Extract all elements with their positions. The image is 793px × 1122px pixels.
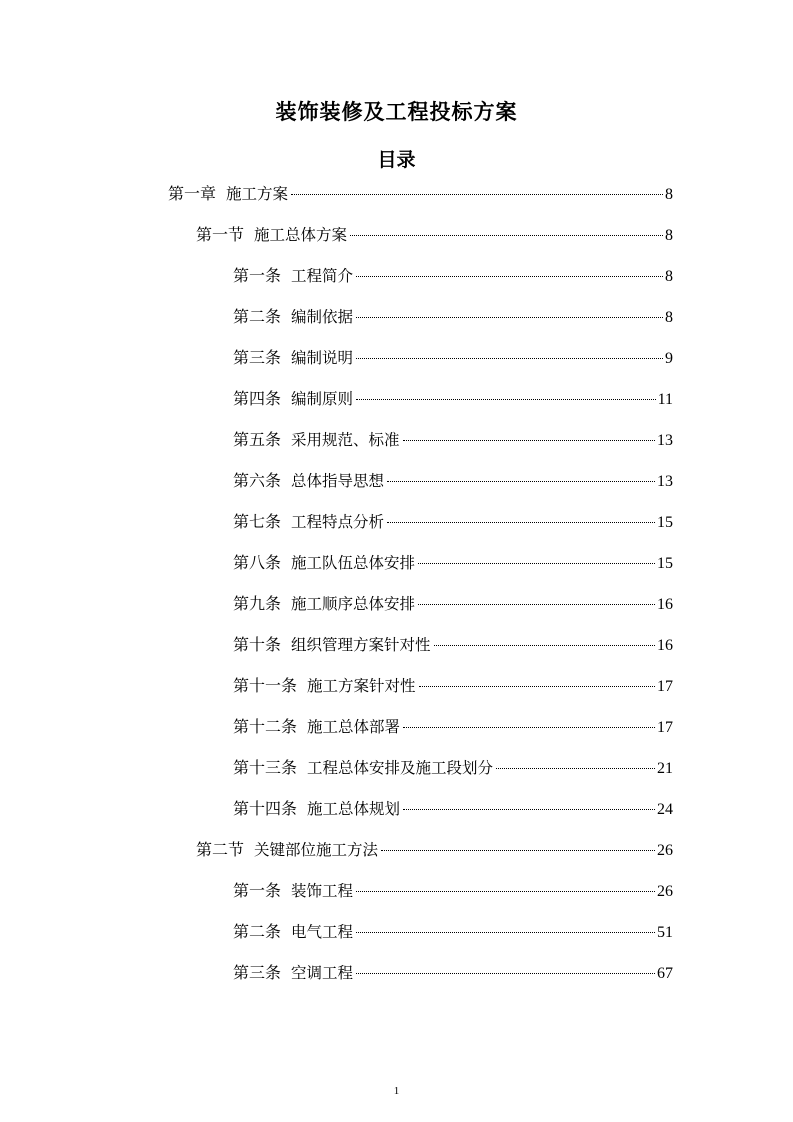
- toc-entry-page: 8: [665, 309, 673, 326]
- toc-entry-label: 装饰工程: [291, 882, 354, 900]
- toc-entry[interactable]: [233, 427, 673, 453]
- toc-entry-number: 第一章: [168, 184, 217, 203]
- toc-entry-label: 总体指导思想: [291, 472, 385, 490]
- toc-entry-page: 15: [657, 555, 673, 572]
- toc-leader-dots: [356, 891, 655, 892]
- toc-entry-number: 第十一条: [233, 676, 298, 695]
- toc-heading: 目录: [377, 149, 416, 171]
- toc-entry-number: 第十四条: [233, 799, 298, 818]
- toc-leader-dots: [356, 399, 656, 400]
- toc-entry-label: 工程总体安排及施工段划分: [307, 759, 494, 777]
- toc-entry-label: 施工队伍总体安排: [291, 554, 416, 572]
- toc-entry[interactable]: [233, 468, 673, 494]
- toc-entry[interactable]: [168, 181, 673, 207]
- toc-entry-label: 施工总体规划: [307, 800, 401, 818]
- toc-leader-dots: [356, 932, 655, 933]
- toc-leader-dots: [419, 686, 655, 687]
- toc-entry[interactable]: [233, 345, 673, 371]
- toc-entry[interactable]: [233, 796, 673, 822]
- toc-entry[interactable]: [233, 714, 673, 740]
- toc-entry-page: 26: [657, 883, 673, 900]
- toc-entry-page: 16: [657, 637, 673, 654]
- toc-entry-label: 施工方案: [226, 185, 289, 203]
- toc-entry-page: 21: [657, 760, 673, 777]
- toc-entry[interactable]: [233, 960, 673, 986]
- toc-entry-label: 施工方案针对性: [307, 677, 416, 695]
- toc-entry-page: 13: [657, 432, 673, 449]
- document-title: 装饰装修及工程投标方案: [275, 100, 518, 124]
- toc-entry-number: 第一节: [196, 225, 245, 244]
- toc-entry-number: 第七条: [233, 512, 282, 531]
- toc-entry-page: 17: [657, 719, 673, 736]
- toc-entry-number: 第十二条: [233, 717, 298, 736]
- toc-entry[interactable]: [233, 304, 673, 330]
- toc-leader-dots: [356, 973, 655, 974]
- toc-entry-number: 第五条: [233, 430, 282, 449]
- toc-leader-dots: [403, 727, 655, 728]
- toc-entry[interactable]: [233, 878, 673, 904]
- toc-leader-dots: [356, 276, 663, 277]
- toc-entry[interactable]: [233, 632, 673, 658]
- toc-entry-page: 26: [657, 842, 673, 859]
- toc-leader-dots: [381, 850, 655, 851]
- toc-entry-page: 17: [657, 678, 673, 695]
- toc-entry-number: 第二节: [196, 840, 245, 859]
- toc-leader-dots: [403, 809, 655, 810]
- toc-entry-number: 第四条: [233, 389, 282, 408]
- toc-leader-dots: [418, 563, 655, 564]
- toc-entry-label: 电气工程: [291, 923, 354, 941]
- toc-entry-number: 第三条: [233, 963, 282, 982]
- toc-entry-number: 第十条: [233, 635, 282, 654]
- toc-entry[interactable]: [233, 755, 673, 781]
- toc-entry-number: 第八条: [233, 553, 282, 572]
- toc-entry-label: 组织管理方案针对性: [291, 636, 431, 654]
- toc-entry-number: 第二条: [233, 922, 282, 941]
- toc-entry[interactable]: [233, 550, 673, 576]
- toc-entry[interactable]: [233, 591, 673, 617]
- toc-entry-number: 第六条: [233, 471, 282, 490]
- toc-entry-page: 16: [657, 596, 673, 613]
- toc-entry-number: 第一条: [233, 266, 282, 285]
- toc-leader-dots: [356, 317, 663, 318]
- toc-entry-page: 51: [657, 924, 673, 941]
- toc-entry-page: 24: [657, 801, 673, 818]
- toc-leader-dots: [403, 440, 655, 441]
- toc-entry-page: 15: [657, 514, 673, 531]
- toc-entry-label: 编制说明: [291, 349, 354, 367]
- toc-leader-dots: [387, 481, 655, 482]
- toc-entry-label: 工程特点分析: [291, 513, 385, 531]
- toc-entry-label: 编制原则: [291, 390, 354, 408]
- toc-entry-page: 11: [657, 391, 673, 408]
- toc-entry-label: 工程简介: [291, 267, 354, 285]
- toc-entry[interactable]: [196, 222, 673, 248]
- toc-leader-dots: [291, 194, 663, 195]
- toc-entry[interactable]: [233, 509, 673, 535]
- toc-entry-label: 关键部位施工方法: [254, 841, 379, 859]
- toc-entry-label: 编制依据: [291, 308, 354, 326]
- toc-entry-number: 第九条: [233, 594, 282, 613]
- toc-leader-dots: [496, 768, 655, 769]
- toc-entry-number: 第十三条: [233, 758, 298, 777]
- toc-entry[interactable]: [196, 837, 673, 863]
- toc-entry-page: 13: [657, 473, 673, 490]
- toc-entry-number: 第二条: [233, 307, 282, 326]
- toc-entry[interactable]: [233, 386, 673, 412]
- toc-entry[interactable]: [233, 919, 673, 945]
- toc-entry[interactable]: [233, 263, 673, 289]
- toc-entry-number: 第三条: [233, 348, 282, 367]
- toc-entry-number: 第一条: [233, 881, 282, 900]
- toc-entry-label: 施工总体方案: [254, 226, 348, 244]
- toc-leader-dots: [434, 645, 655, 646]
- toc-entry-label: 施工顺序总体安排: [291, 595, 416, 613]
- toc-entry[interactable]: [233, 673, 673, 699]
- toc-leader-dots: [350, 235, 663, 236]
- toc-leader-dots: [387, 522, 655, 523]
- toc-entry-page: 8: [665, 268, 673, 285]
- toc-entry-page: 67: [657, 965, 673, 982]
- toc-entry-page: 8: [665, 227, 673, 244]
- toc-entry-label: 施工总体部署: [307, 718, 401, 736]
- toc-entry-page: 9: [665, 350, 673, 367]
- footer-page-number: 1: [393, 1085, 400, 1097]
- toc-leader-dots: [356, 358, 663, 359]
- toc-leader-dots: [418, 604, 655, 605]
- toc-entry-label: 空调工程: [291, 964, 354, 982]
- toc-entry-page: 8: [665, 186, 673, 203]
- toc-entry-label: 采用规范、标准: [291, 431, 400, 449]
